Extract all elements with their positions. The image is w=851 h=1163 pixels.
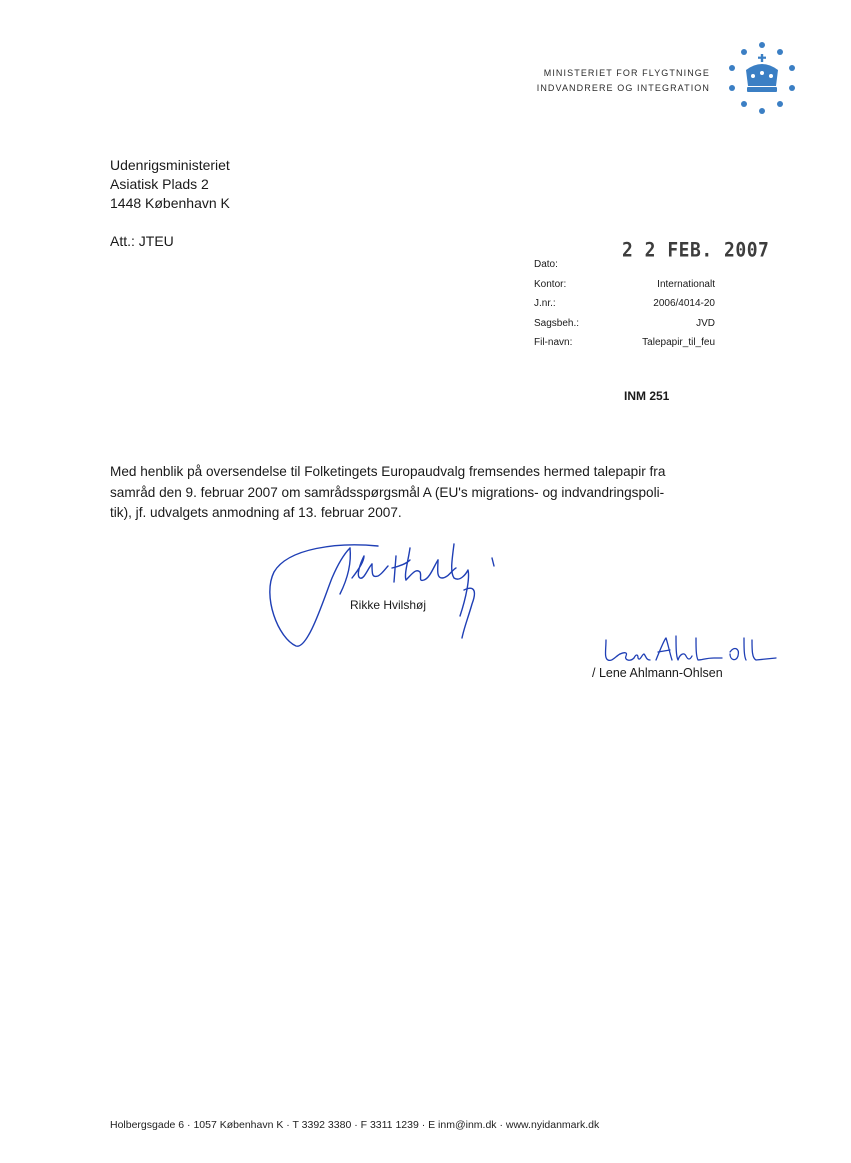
office-label: Kontor: [534, 278, 567, 290]
ministry-name-line2: INDVANDRERE OG INTEGRATION [536, 83, 710, 93]
caseworker-label: Sagsbeh.: [534, 317, 580, 329]
recipient-line: Udenrigsministeriet [110, 157, 230, 173]
ministry-name-line1: MINISTERIET FOR FLYGTNINGE [543, 68, 710, 78]
signature-lene-ahlmann-ohlsen [598, 630, 780, 668]
crown-dots-logo [722, 40, 802, 120]
meta-values [560, 253, 715, 353]
body-paragraph [110, 462, 690, 524]
date-stamp: 2 2 FEB. 2007 [622, 239, 770, 262]
office-value: Internationalt [657, 278, 715, 290]
footer-contact: Holbergsgade 6 · 1057 København K · T 3392 3380 · F 3311 1239 · E inm@inm.dk · www.nyidanmark.dk [110, 1119, 600, 1131]
date-label: Dato: [534, 259, 558, 270]
filename-value: Talepapir_til_feu [642, 337, 715, 348]
signer-name: / Lene Ahlmann-Ohlsen [592, 666, 723, 680]
caseworker-value: JVD [696, 317, 715, 329]
body-line: Med henblik på oversendelse til Folketingets Europaudvalg fremsendes hermed talepapir fra [110, 464, 666, 479]
signer-name: Rikke Hvilshøj [350, 598, 427, 612]
recipient-line: 1448 København K [110, 195, 230, 211]
reference-number: INM 251 [624, 389, 670, 403]
ministry-name [520, 66, 710, 96]
filename-label: Fil-navn: [534, 337, 573, 348]
journal-value: 2006/4014-20 [653, 298, 715, 309]
body-line: samråd den 9. februar 2007 om samrådsspørgsmål A (EU's migrations- og indvandringspoli- [110, 484, 665, 500]
recipient-line: Asiatisk Plads 2 [110, 176, 209, 192]
attention-line: Att.: JTEU [110, 233, 174, 249]
body-line: tik), jf. udvalgets anmodning af 13. februar 2007. [110, 505, 402, 520]
signature-rikke-hvilshoj [268, 538, 508, 656]
recipient-address [110, 156, 230, 213]
journal-label: J.nr.: [534, 298, 556, 309]
